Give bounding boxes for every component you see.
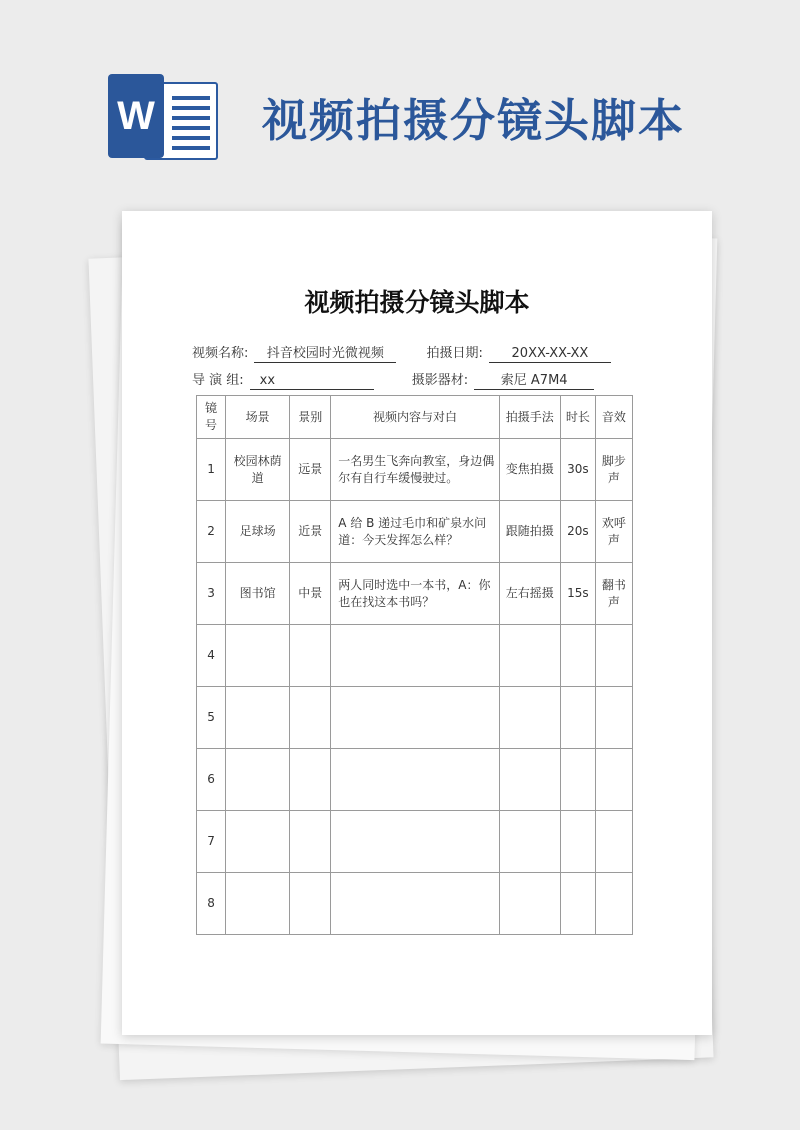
cell-shot-size: 中景: [290, 563, 331, 625]
table-row: [197, 749, 633, 811]
cell-scene: 图书馆: [226, 563, 290, 625]
cell-content: 一名男生飞奔向教室，身边偶尔有自行车缓慢驶过。: [331, 439, 499, 501]
cell-technique: [499, 873, 560, 935]
cell-content: 两人同时选中一本书，A：你也在找这本书吗？: [331, 563, 499, 625]
cell-sound: 翻书声: [595, 563, 632, 625]
cell-sound: [595, 811, 632, 873]
cell-content: [331, 625, 499, 687]
cell-duration: [560, 873, 595, 935]
cell-scene: [226, 749, 290, 811]
document-page: [122, 211, 712, 1035]
director-value: xx: [250, 373, 374, 390]
table-row: [197, 563, 633, 625]
cell-scene: 足球场: [226, 501, 290, 563]
cell-sound: 欢呼声: [595, 501, 632, 563]
table-row: [197, 501, 633, 563]
cell-scene: [226, 625, 290, 687]
cell-technique: 变焦拍摄: [499, 439, 560, 501]
video-name-value: 抖音校园时光微视频: [254, 346, 396, 363]
cell-shot-size: [290, 811, 331, 873]
word-document-icon: [108, 74, 216, 158]
table-row: [197, 439, 633, 501]
document-title: 视频拍摄分镜头脚本: [304, 288, 530, 317]
cell-technique: 左右摇摄: [499, 563, 560, 625]
meta-row-2: [192, 369, 594, 389]
cell-duration: [560, 749, 595, 811]
word-logo-letter: W: [108, 74, 164, 158]
cell-shot-size: 远景: [290, 439, 331, 501]
cell-shot-no: 8: [197, 873, 226, 935]
equipment-label: 摄影器材:: [411, 373, 469, 388]
cell-shot-no: 5: [197, 687, 226, 749]
shoot-date-value: 20XX-XX-XX: [489, 346, 611, 363]
cell-sound: 脚步声: [595, 439, 632, 501]
cell-technique: [499, 687, 560, 749]
table-row: [197, 873, 633, 935]
cell-scene: [226, 687, 290, 749]
cell-technique: [499, 749, 560, 811]
cell-content: [331, 749, 499, 811]
shoot-date-label: 拍摄日期:: [426, 346, 483, 361]
cell-sound: [595, 625, 632, 687]
cell-scene: [226, 811, 290, 873]
cell-duration: 30s: [560, 439, 595, 501]
cell-shot-no: 2: [197, 501, 226, 563]
cell-shot-no: 3: [197, 563, 226, 625]
cell-sound: [595, 687, 632, 749]
cell-shot-size: [290, 873, 331, 935]
cell-scene: 校园林荫道: [226, 439, 290, 501]
cell-shot-size: [290, 687, 331, 749]
header-shot-no: 镜号: [197, 396, 226, 439]
cell-content: A 给 B 递过毛巾和矿泉水问道：今天发挥怎么样？: [331, 501, 499, 563]
table-row: [197, 687, 633, 749]
cell-shot-size: [290, 749, 331, 811]
cell-duration: 20s: [560, 501, 595, 563]
table-header-row: [197, 396, 633, 439]
cell-shot-no: 6: [197, 749, 226, 811]
storyboard-table: [196, 395, 633, 935]
table-row: [197, 811, 633, 873]
header-technique: 拍摄手法: [499, 396, 560, 439]
header-content: 视频内容与对白: [331, 396, 499, 439]
equipment-value: 索尼 A7M4: [474, 373, 594, 390]
cell-technique: [499, 811, 560, 873]
cell-shot-size: [290, 625, 331, 687]
header-banner: [0, 0, 800, 200]
header-sound: 音效: [595, 396, 632, 439]
header-shot-size: 景别: [290, 396, 331, 439]
table-row: [197, 625, 633, 687]
cell-shot-size: 近景: [290, 501, 331, 563]
cell-sound: [595, 749, 632, 811]
cell-duration: [560, 811, 595, 873]
cell-content: [331, 811, 499, 873]
cell-duration: [560, 625, 595, 687]
cell-duration: [560, 687, 595, 749]
cell-duration: 15s: [560, 563, 595, 625]
cell-scene: [226, 873, 290, 935]
meta-row-1: [192, 342, 611, 362]
cell-technique: [499, 625, 560, 687]
cell-shot-no: 7: [197, 811, 226, 873]
video-name-label: 视频名称:: [192, 346, 249, 361]
director-label: 导 演 组:: [192, 373, 244, 388]
header-scene: 场景: [226, 396, 290, 439]
cell-sound: [595, 873, 632, 935]
cell-technique: 跟随拍摄: [499, 501, 560, 563]
cell-shot-no: 4: [197, 625, 226, 687]
cell-content: [331, 873, 499, 935]
cell-shot-no: 1: [197, 439, 226, 501]
header-duration: 时长: [560, 396, 595, 439]
banner-title: 视频拍摄分镜头脚本: [262, 94, 686, 147]
cell-content: [331, 687, 499, 749]
